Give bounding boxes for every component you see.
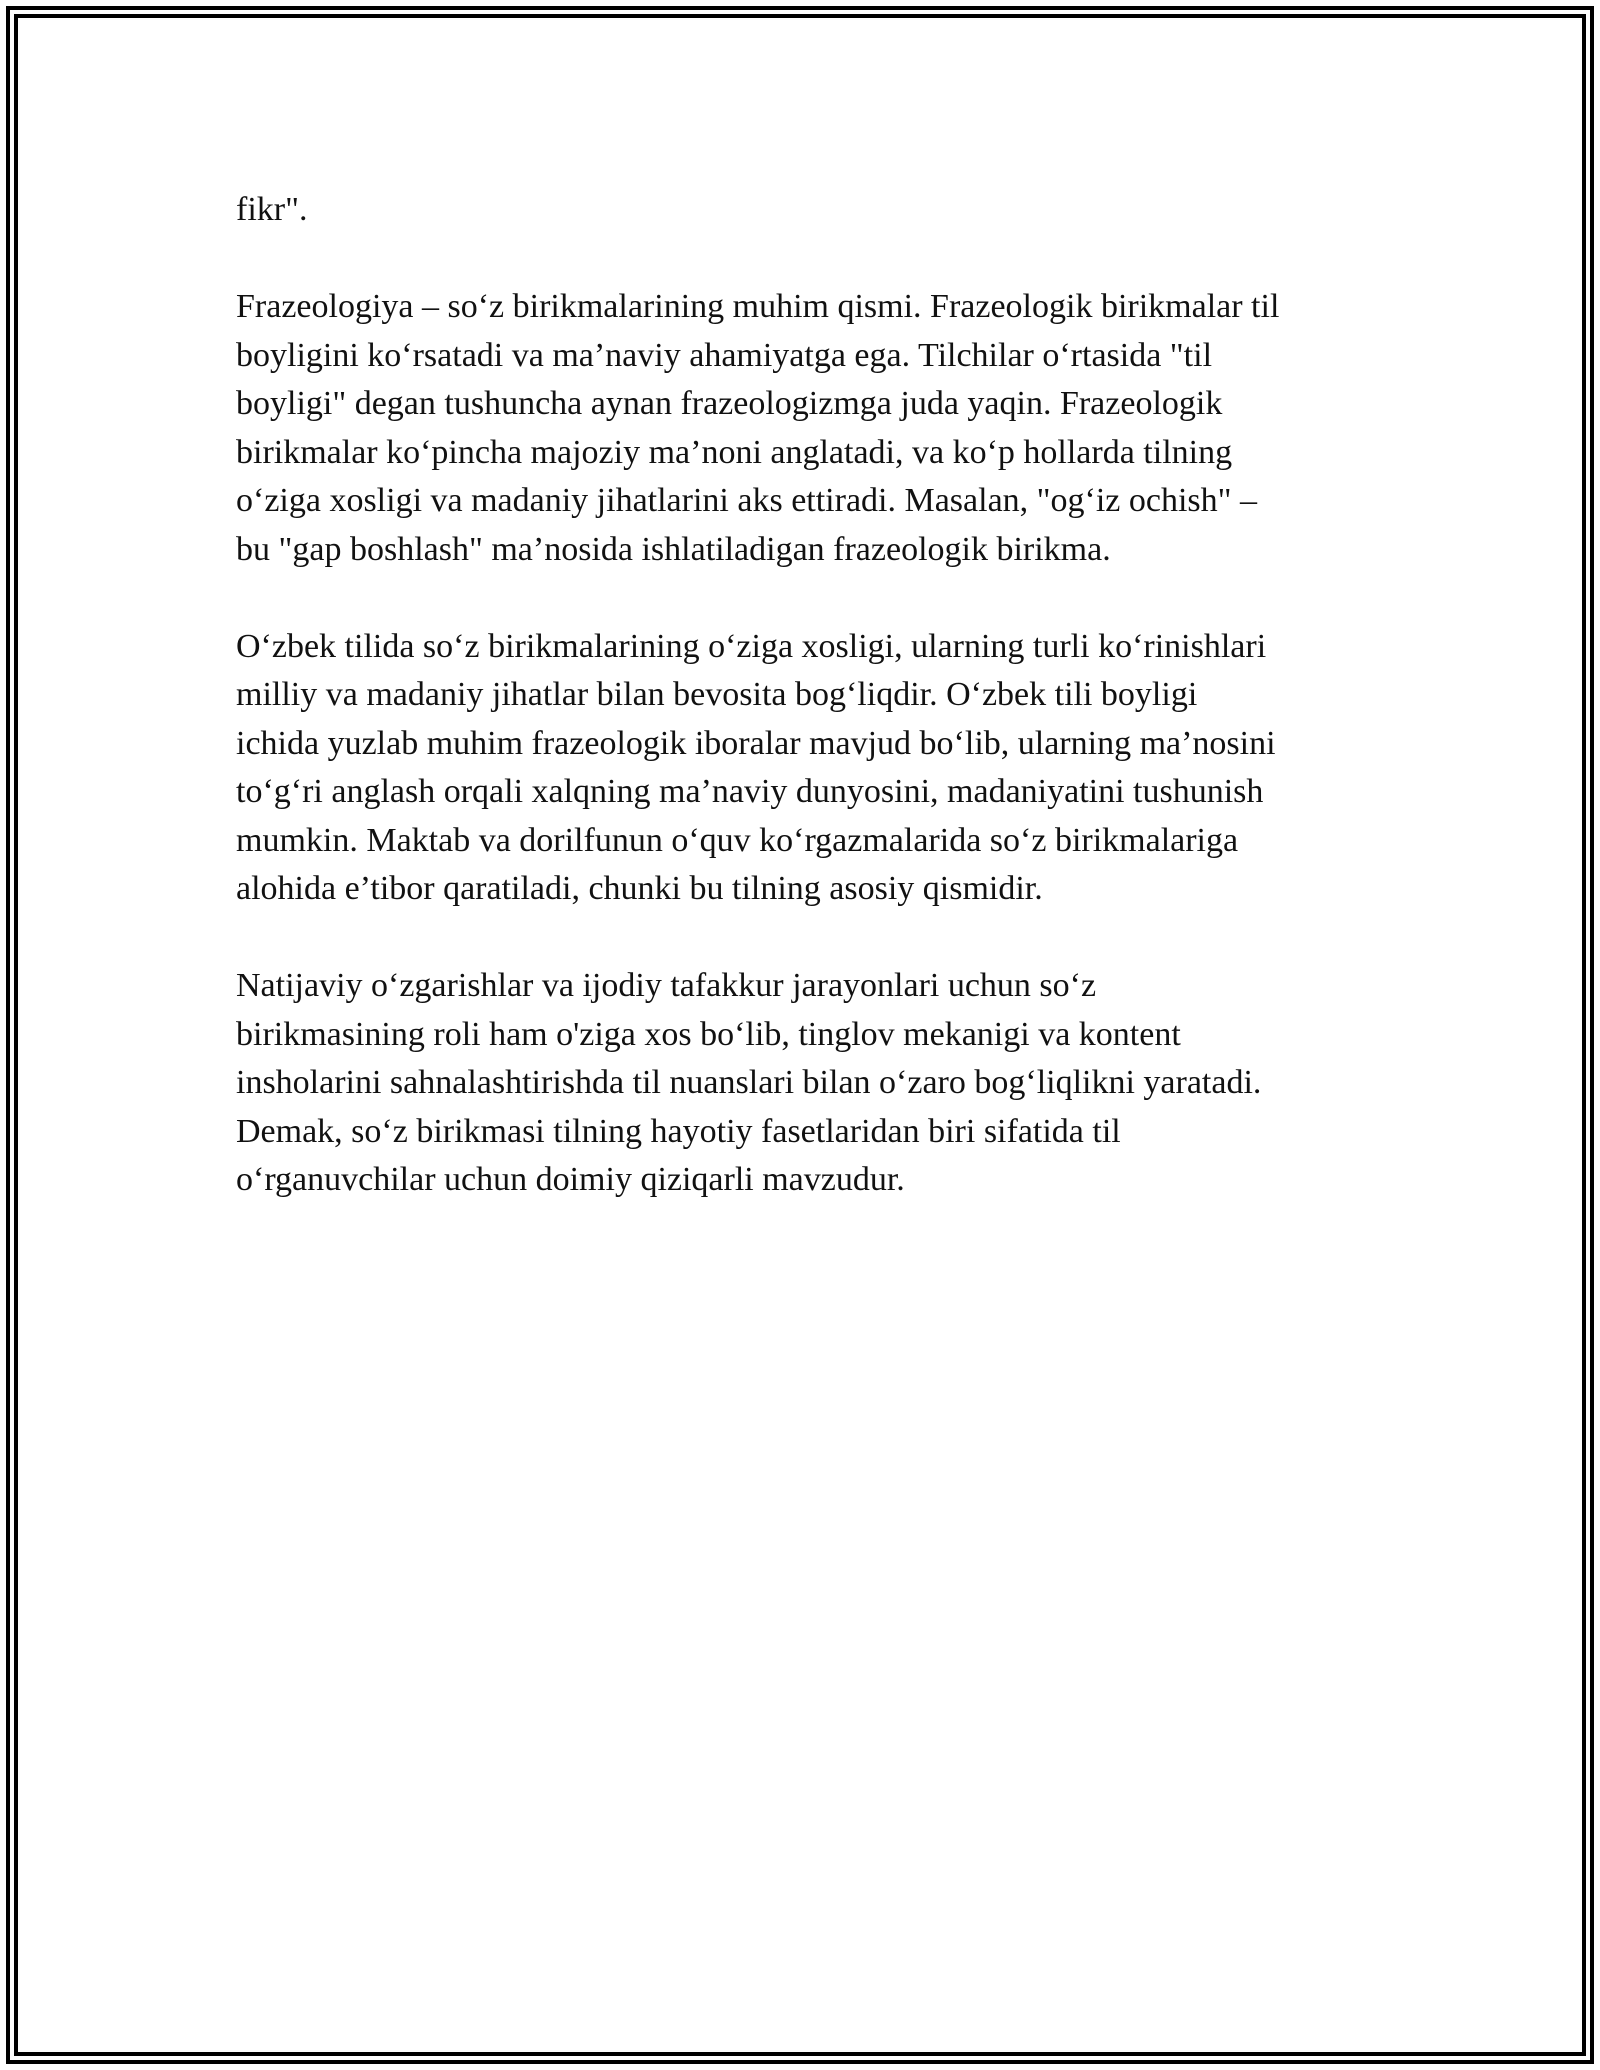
text-line: insholarini sahnalashtirishda til nuanslari bilan o‘zaro bog‘liqlikni yaratadi. [236,1064,1262,1101]
text-line: O‘zbek tilida so‘z birikmalarining o‘ziga xosligi, ularning turli ko‘rinishlari [236,627,1267,665]
text-line: Frazeologiya – so‘z birikmalarining muhim qismi. Frazeologik birikmalar til [236,288,1280,325]
document-body [236,186,1366,1253]
text-line: o‘rganuvchilar uchun doimiy qiziqarli mavzudur. [236,1161,905,1198]
text-line: o‘ziga xosligi va madaniy jihatlarini aks ettiradi. Masalan, "og‘iz ochish" – [236,482,1258,519]
text-line: Natijaviy o‘zgarishlar va ijodiy tafakkur jarayonlari uchun so‘z [236,967,1097,1004]
text-line: fikr". [236,191,308,228]
paragraph-natijaviy [236,962,1366,1205]
text-line: Demak, so‘z birikmasi tilning hayotiy fasetlaridan biri sifatida til [236,1112,1121,1150]
text-line: birikmasining roli ham o'ziga xos bo‘lib, tinglov mekanigi va kontent [236,1015,1181,1053]
text-line: milliy va madaniy jihatlar bilan bevosita bog‘liqdir. O‘zbek tili boyligi [236,676,1198,713]
text-line: birikmalar ko‘pincha majoziy ma’noni anglatadi, va ko‘p hollarda tilning [236,433,1233,471]
text-line: boyligini ko‘rsatadi va ma’naviy ahamiyatga ega. Tilchilar o‘rtasida "til [236,336,1213,374]
text-line: mumkin. Maktab va dorilfunun o‘quv ko‘rgazmalarida so‘z birikmalariga [236,821,1239,859]
text-line: bu "gap boshlash" ma’nosida ishlatiladigan frazeologik birikma. [236,530,1111,568]
text-line: ichida yuzlab muhim frazeologik iboralar mavjud bo‘lib, ularning ma’nosini [236,724,1276,762]
text-line: boyligi" degan tushuncha aynan frazeologizmga juda yaqin. Frazeologik [236,385,1223,422]
paragraph-frazeologiya [236,283,1366,574]
paragraph-ozbek-tili [236,623,1366,914]
paragraph-continuation [236,186,1366,235]
text-line: to‘g‘ri anglash orqali xalqning ma’naviy dunyosini, madaniyatini tushunish [236,773,1264,810]
text-line: alohida e’tibor qaratiladi, chunki bu tilning asosiy qismidir. [236,870,1043,907]
